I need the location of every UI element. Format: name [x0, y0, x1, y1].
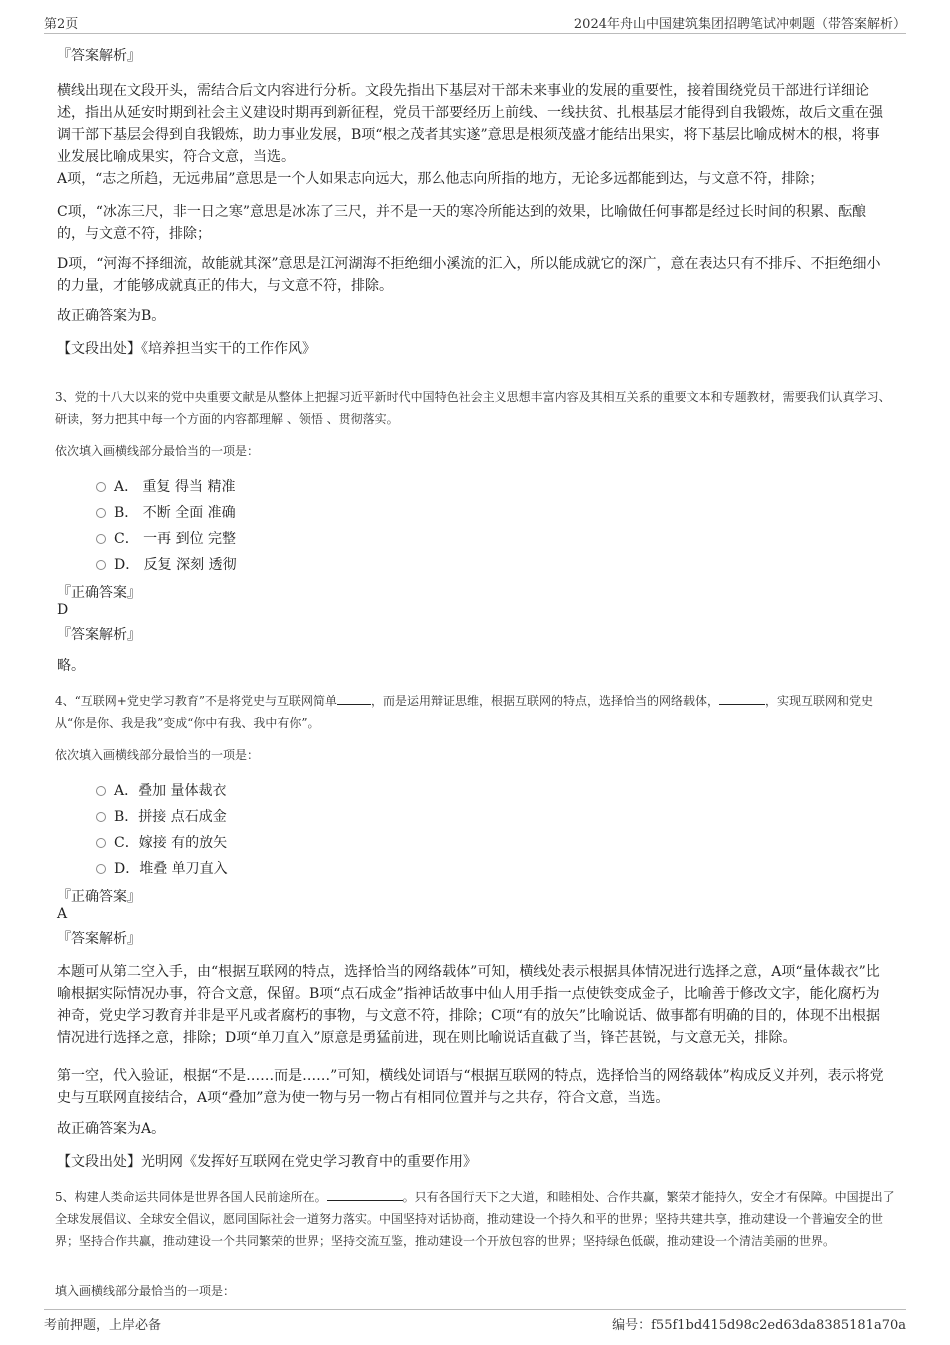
radio-icon[interactable] [96, 864, 106, 874]
correct-answer-label: 『正确答案』 [57, 889, 141, 905]
option-d[interactable]: D． 反复 深刻 透彻 [96, 555, 237, 575]
fill-blank [719, 692, 765, 705]
radio-icon[interactable] [96, 786, 106, 796]
radio-icon[interactable] [96, 508, 106, 518]
radio-icon[interactable] [96, 838, 106, 848]
question-stem: 3、党的十八大以来的党中央重要文献是从整体上把握习近平新时代中国特色社会主义思想丰富内容及其相互关系的重要文本和专题教材，需要我们认真学习、 研读，努力把其中每一个方面的内容都理解 、领悟 、贯彻落实。 [55, 390, 891, 426]
footer-slogan: 考前押题，上岸必备 [44, 1318, 162, 1333]
option-c[interactable]: C． 一再 到位 完整 [96, 529, 236, 549]
option-d[interactable]: D．堆叠 单刀直入 [96, 859, 228, 879]
analysis-paragraph: 横线出现在文段开头，需结合后文内容进行分析。文段先指出下基层对干部未来事业的发展的重要性，接着围绕党员干部进行详细论述，指出从延安时期到社会主义建设时期再到新征程，党员干部要经历上前线、一线扶贫、扎根基层才能得到自我锻炼，故后文重在强调干部下基层会得到自我锻炼，助力事业发展，B项“根之茂者其实遂”意思是根须茂盛才能结出果实，将下基层比喻成树木的根，将事业发展比喻成果实，符合文意，当选。 [57, 83, 883, 165]
analysis-paragraph: D项，“河海不择细流，故能就其深”意思是江河湖海不拒绝细小溪流的汇入，所以能成就它的深广，意在表达只有不排斥、不拒绝细小的力量，才能够成就真正的伟大，与文意不符，排除。 [57, 256, 881, 294]
correct-answer-label: 『正确答案』 [57, 585, 141, 601]
question-stem: 5、构建人类命运共同体是世界各国人民前途所在。 。只有各国行天下之大道，和睦相处、合作共赢，繁荣才能持久，安全才有保障。中国提出了全球发展倡议、全球安全倡议，愿同国际社会一道努力落实。中国坚持对话协商，推动建设一个持久和平的世界；坚持共建共享，推动建设一个普遍安全的世界；坚持合作共赢，推动建设一个共同繁荣的世界；坚持交流互鉴，推动建设一个开放包容的世界；坚持绿色低碳，推动建设一个清洁美丽的世界。 [55, 1190, 895, 1248]
question-instruction: 依次填入画横线部分最恰当的一项是： [55, 444, 260, 458]
analysis-paragraph: C项，“冰冻三尺，非一日之寒”意思是冰冻了三尺，并不是一天的寒冷所能达到的效果，比喻做任何事都是经过长时间的积累、酝酿的，与文意不符，排除； [57, 204, 867, 242]
option-b[interactable]: B．拼接 点石成金 [96, 807, 227, 827]
answer-statement: 故正确答案为A。 [57, 1121, 166, 1137]
radio-icon[interactable] [96, 482, 106, 492]
correct-answer: A [57, 906, 68, 922]
footer-divider [44, 1309, 906, 1310]
fill-blank [337, 692, 371, 705]
analysis-label: 『答案解析』 [57, 931, 141, 947]
analysis-paragraph: 本题可从第二空入手，由“根据互联网的特点，选择恰当的网络载体”可知，横线处表示根据具体情况进行选择之意，A项“量体裁衣”比喻根据实际情况办事，符合文意，保留。B项“点石成金”指神话故事中仙人用手指一点使铁变成金子，比喻善于修改文字，能化腐朽为神奇，党史学习教育并非是平凡或者腐朽的事物，与文意不符，排除；C项“有的放矢”比喻说话、做事都有明确的目的，体现不出根据情况进行选择之意，排除；D项“单刀直入”原意是勇猛前进，现在则比喻说话直截了当，锋芒甚锐，与文意无关，排除。 [57, 964, 881, 1046]
document-title: 2024年舟山中国建筑集团招聘笔试冲刺题（带答案解析） [573, 17, 906, 32]
page-number: 第2页 [44, 17, 79, 32]
fill-blank [327, 1188, 403, 1201]
option-a[interactable]: A． 重复 得当 精准 [96, 477, 235, 497]
correct-answer: D [57, 602, 69, 618]
option-a[interactable]: A．叠加 量体裁衣 [96, 781, 227, 801]
analysis-label: 『答案解析』 [57, 627, 141, 643]
option-c[interactable]: C．嫁接 有的放矢 [96, 833, 227, 853]
document-id: 编号：f55f1bd415d98c2ed63da8385181a70a [612, 1318, 906, 1333]
source-citation: 【文段出处】光明网《发挥好互联网在党史学习教育中的重要作用》 [57, 1154, 477, 1170]
radio-icon[interactable] [96, 812, 106, 822]
answer-statement: 故正确答案为B。 [57, 308, 166, 324]
radio-icon[interactable] [96, 560, 106, 570]
option-b[interactable]: B． 不断 全面 准确 [96, 503, 236, 523]
question-instruction: 填入画横线部分最恰当的一项是： [55, 1284, 236, 1298]
source-citation: 【文段出处】《培养担当实干的工作作风》 [57, 341, 316, 357]
analysis-text: 略。 [57, 658, 85, 674]
analysis-label: 『答案解析』 [57, 48, 141, 64]
radio-icon[interactable] [96, 534, 106, 544]
question-stem: 4、“互联网+党史学习教育”不是将党史与互联网简单 ，而是运用辩证思维，根据互联网的特点，选择恰当的网络载体， ，实现互联网和党史从“你是你、我是我”变成“你中有我、我中有你”。 [55, 694, 873, 730]
analysis-paragraph: 第一空，代入验证，根据“不是……而是……”可知，横线处词语与“根据互联网的特点，选择恰当的网络载体”构成反义并列，表示将党史与互联网直接结合，A项“叠加”意为使一物与另一物占有相同位置并与之共存，符合文意，当选。 [57, 1068, 884, 1106]
question-instruction: 依次填入画横线部分最恰当的一项是： [55, 748, 260, 762]
analysis-paragraph: A项，“志之所趋，无远弗届”意思是一个人如果志向远大，那么他志向所指的地方，无论多远都能到达，与文意不符，排除； [57, 171, 824, 187]
header-divider [44, 33, 906, 34]
